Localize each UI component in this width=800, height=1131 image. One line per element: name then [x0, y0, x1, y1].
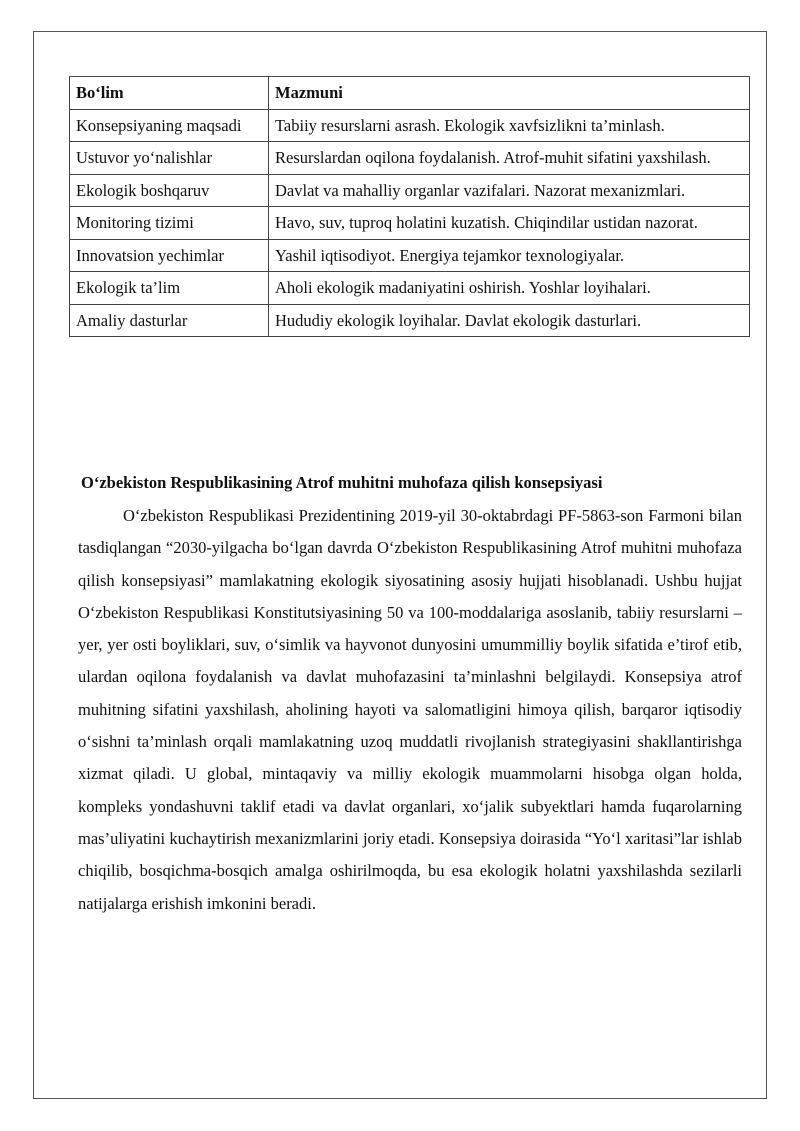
- table-cell-section: Konsepsiyaning maqsadi: [70, 109, 269, 142]
- table-cell-section: Ekologik ta’lim: [70, 272, 269, 305]
- table-cell-section: Ekologik boshqaruv: [70, 174, 269, 207]
- table-cell-section: Amaliy dasturlar: [70, 304, 269, 337]
- table-cell-content: Davlat va mahalliy organlar vazifalari. Nazorat mexanizmlari.: [269, 174, 750, 207]
- table-row: [70, 239, 750, 272]
- table-cell-content: Yashil iqtisodiyot. Energiya tejamkor texnologiyalar.: [269, 239, 750, 272]
- table-cell-content: Havo, suv, tuproq holatini kuzatish. Chiqindilar ustidan nazorat.: [269, 207, 750, 240]
- table-cell-content: Resurslardan oqilona foydalanish. Atrof-muhit sifatini yaxshilash.: [269, 142, 750, 175]
- table-cell-section: Monitoring tizimi: [70, 207, 269, 240]
- table-header-content: Mazmuni: [269, 77, 750, 110]
- table-row: [70, 272, 750, 305]
- table-cell-section: Innovatsion yechimlar: [70, 239, 269, 272]
- table-row: [70, 142, 750, 175]
- table-cell-content: Hududiy ekologik loyihalar. Davlat ekologik dasturlari.: [269, 304, 750, 337]
- table-header-section: Bo‘lim: [70, 77, 269, 110]
- concept-sections-table: [69, 76, 750, 337]
- table-row: [70, 174, 750, 207]
- table-cell-content: Tabiiy resurslarni asrash. Ekologik xavfsizlikni ta’minlash.: [269, 109, 750, 142]
- table-cell-content: Aholi ekologik madaniyatini oshirish. Yoshlar loyihalari.: [269, 272, 750, 305]
- table-row: [70, 207, 750, 240]
- table-header-row: [70, 77, 750, 110]
- table-row: [70, 109, 750, 142]
- table-cell-section: Ustuvor yo‘nalishlar: [70, 142, 269, 175]
- section-heading: O‘zbekiston Respublikasining Atrof muhitni muhofaza qilish konsepsiyasi: [81, 473, 603, 492]
- body-paragraph: O‘zbekiston Respublikasi Prezidentining 2019-yil 30-oktabrdagi PF-5863-son Farmoni bilan tasdiqlangan “2030-yilgacha bo‘lgan davrda O‘zbekiston Respublikasining Atrof muhitni muhofaza qilish konsepsiyasi” mamlakatning ekologik siyosatining asosiy hujjati hisoblanadi. Ushbu hujjat O‘zbekiston Respublikasi Konstitutsiyasining 50 va 100-moddalariga asoslanib, tabiiy resurslarni – yer, yer osti boyliklari, suv, o‘simlik va hayvonot dunyosini umummilliy boylik sifatida e’tirof etib, ulardan oqilona foydalanish va davlat muhofazasini ta’minlashni belgilaydi. Konsepsiya atrof muhitning sifatini yaxshilash, aholining hayoti va salomatligini himoya qilish, barqaror iqtisodiy o‘sishni ta’minlash orqali mamlakatning uzoq muddatli rivojlanish strategiyasini shakllantirishga xizmat qiladi. U global, mintaqaviy va milliy ekologik muammolarni hisobga olgan holda, kompleks yondashuvni taklif etadi va davlat organlari, xo‘jalik subyektlari hamda fuqarolarning mas’uliyatini kuchaytirish mexanizmlarini joriy etadi. Konsepsiya doirasida “Yo‘l xaritasi”lar ishlab chiqilib, bosqichma-bosqich amalga oshirilmoqda, bu esa ekologik holatni yaxshilashda sezilarli natijalarga erishish imkonini beradi.: [78, 506, 742, 913]
- table-row: [70, 304, 750, 337]
